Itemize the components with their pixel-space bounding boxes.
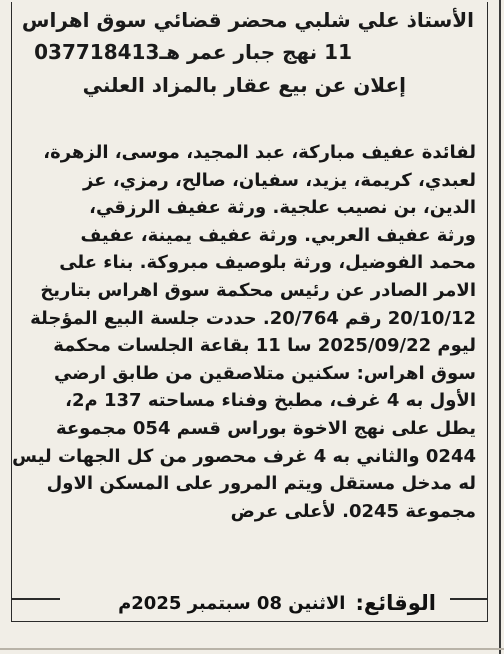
body-line: الأول به 4 غرف، مطبخ وفناء مساحته 137 م2، bbox=[65, 390, 476, 412]
body-line: سوق اهراس: سكنين متلاصقين من طابق ارضي bbox=[53, 362, 476, 384]
footer-rule-left bbox=[12, 598, 60, 600]
body-line: الامر الصادر عن رئيس محكمة سوق اهراس بتاريخ bbox=[40, 279, 476, 301]
publication-date: الاثنين 08 سبتمبر 2025م bbox=[118, 592, 346, 614]
body-line: 20/10/12 رقم 20/764. حددت جلسة البيع المؤجلة bbox=[30, 307, 476, 329]
body-line: لعبدي، كريمة، يزيد، سفيان، صالح، رمزي، عز bbox=[82, 169, 476, 191]
notice-title: إعلان عن بيع عقار بالمزاد العلني bbox=[82, 73, 406, 97]
body-line: مجموعة 0245. لأعلى عرض bbox=[230, 500, 476, 522]
footer-rule-right bbox=[450, 598, 488, 600]
body-line: 0244 والثاني به 4 غرف محصور من كل الجهات ليس bbox=[12, 445, 476, 467]
body-line: ليوم 2025/09/22 سا 11 بقاعة الجلسات محكمة bbox=[53, 335, 476, 357]
column-rule bbox=[499, 0, 501, 654]
body-line: محمد الفوضيل، ورثة بلوصيف مبروكة. بناء على bbox=[59, 252, 476, 274]
bailiff-name-heading: الأستاذ علي شلبي محضر قضائي سوق اهراس bbox=[21, 8, 474, 32]
body-line: ورثة عفيف العربي. ورثة عفيف يمينة، عفيف bbox=[80, 224, 476, 246]
notice-body bbox=[12, 139, 476, 525]
newspaper-name: الوقائع: bbox=[355, 591, 436, 615]
body-line: لفائدة عفيف مباركة، عبد المجيد، موسى، الزهرة، bbox=[43, 142, 476, 163]
page-bottom-edge bbox=[0, 648, 504, 650]
publication-date-footer bbox=[62, 590, 448, 616]
bailiff-address-phone: 11 نهج جبار عمر هـ037718413 bbox=[34, 40, 352, 64]
body-line: له مدخل مستقل ويتم المرور على المسكن الاول bbox=[46, 473, 476, 495]
body-line: يطل على نهج الاخوة بوراس قسم 054 مجموعة bbox=[55, 417, 476, 439]
body-line: الدين، بن نصيب علجية. ورثة عفيف الرزقي، bbox=[89, 197, 476, 219]
